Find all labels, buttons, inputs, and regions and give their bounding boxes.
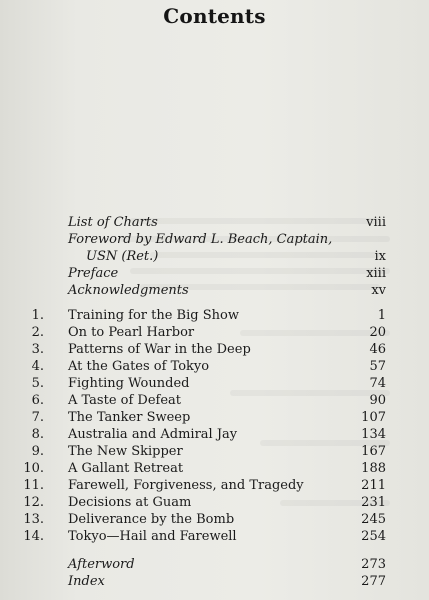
page-title: Contents [163,4,266,28]
toc-entry-label: Foreword by Edward L. Beach, Captain, [68,232,333,247]
chapter-page: 231 [361,495,386,510]
toc-entry-page: 273 [361,557,386,572]
chapter-number: 3. [31,342,44,357]
chapter-title: At the Gates of Tokyo [68,359,210,374]
chapter-page: 46 [369,342,386,357]
chapter-title: Deliverance by the Bomb [68,512,235,527]
toc-entry-label: List of Charts [68,215,158,230]
chapter-number: 7. [31,410,44,425]
chapter-page: 167 [361,444,386,459]
toc-entry-label: Afterword [68,557,135,572]
chapter-page: 90 [369,393,386,408]
chapter-page: 254 [361,529,386,544]
chapter-title: On to Pearl Harbor [68,325,195,340]
chapter-number: 12. [23,495,44,510]
chapter-number: 11. [23,478,44,493]
toc-entry-label: Index [68,574,105,589]
chapter-page: 107 [361,410,386,425]
chapter-page: 188 [361,461,386,476]
chapter-title: Australia and Admiral Jay [68,427,238,442]
toc-entry-page: xv [371,283,386,298]
chapter-number: 14. [23,529,44,544]
chapter-title: Decisions at Guam [68,495,192,510]
chapter-number: 8. [31,427,44,442]
chapter-page: 74 [369,376,386,391]
toc-entry-label: USN (Ret.) [86,249,159,264]
chapter-number: 5. [31,376,44,391]
chapter-number: 4. [31,359,44,374]
chapter-page: 57 [369,359,386,374]
chapter-title: Fighting Wounded [68,376,190,391]
chapter-page: 245 [361,512,386,527]
toc-entry-page: 277 [361,574,386,589]
chapter-number: 9. [31,444,44,459]
toc-entry-label: Acknowledgments [68,283,189,298]
toc-entry-label: Preface [68,266,119,281]
chapter-number: 10. [23,461,44,476]
chapter-page: 20 [369,325,386,340]
chapter-number: 2. [31,325,44,340]
toc-entry-page: viii [366,215,386,230]
chapter-title: A Gallant Retreat [68,461,184,476]
chapter-page: 134 [361,427,386,442]
chapter-number: 6. [31,393,44,408]
chapter-title: Farewell, Forgiveness, and Tragedy [68,478,304,493]
chapter-title: Tokyo—Hail and Farewell [68,529,237,544]
toc-entry-page: xiii [366,266,386,281]
chapter-title: Training for the Big Show [68,308,239,323]
toc-entry-page: ix [374,249,386,264]
chapter-title: Patterns of War in the Deep [68,342,251,357]
chapter-title: The Tanker Sweep [68,410,191,425]
chapter-page: 211 [361,478,386,493]
chapter-title: A Taste of Defeat [68,393,182,408]
chapter-title: The New Skipper [68,444,183,459]
chapter-number: 13. [23,512,44,527]
chapter-number: 1. [31,308,44,323]
chapter-page: 1 [377,308,386,323]
